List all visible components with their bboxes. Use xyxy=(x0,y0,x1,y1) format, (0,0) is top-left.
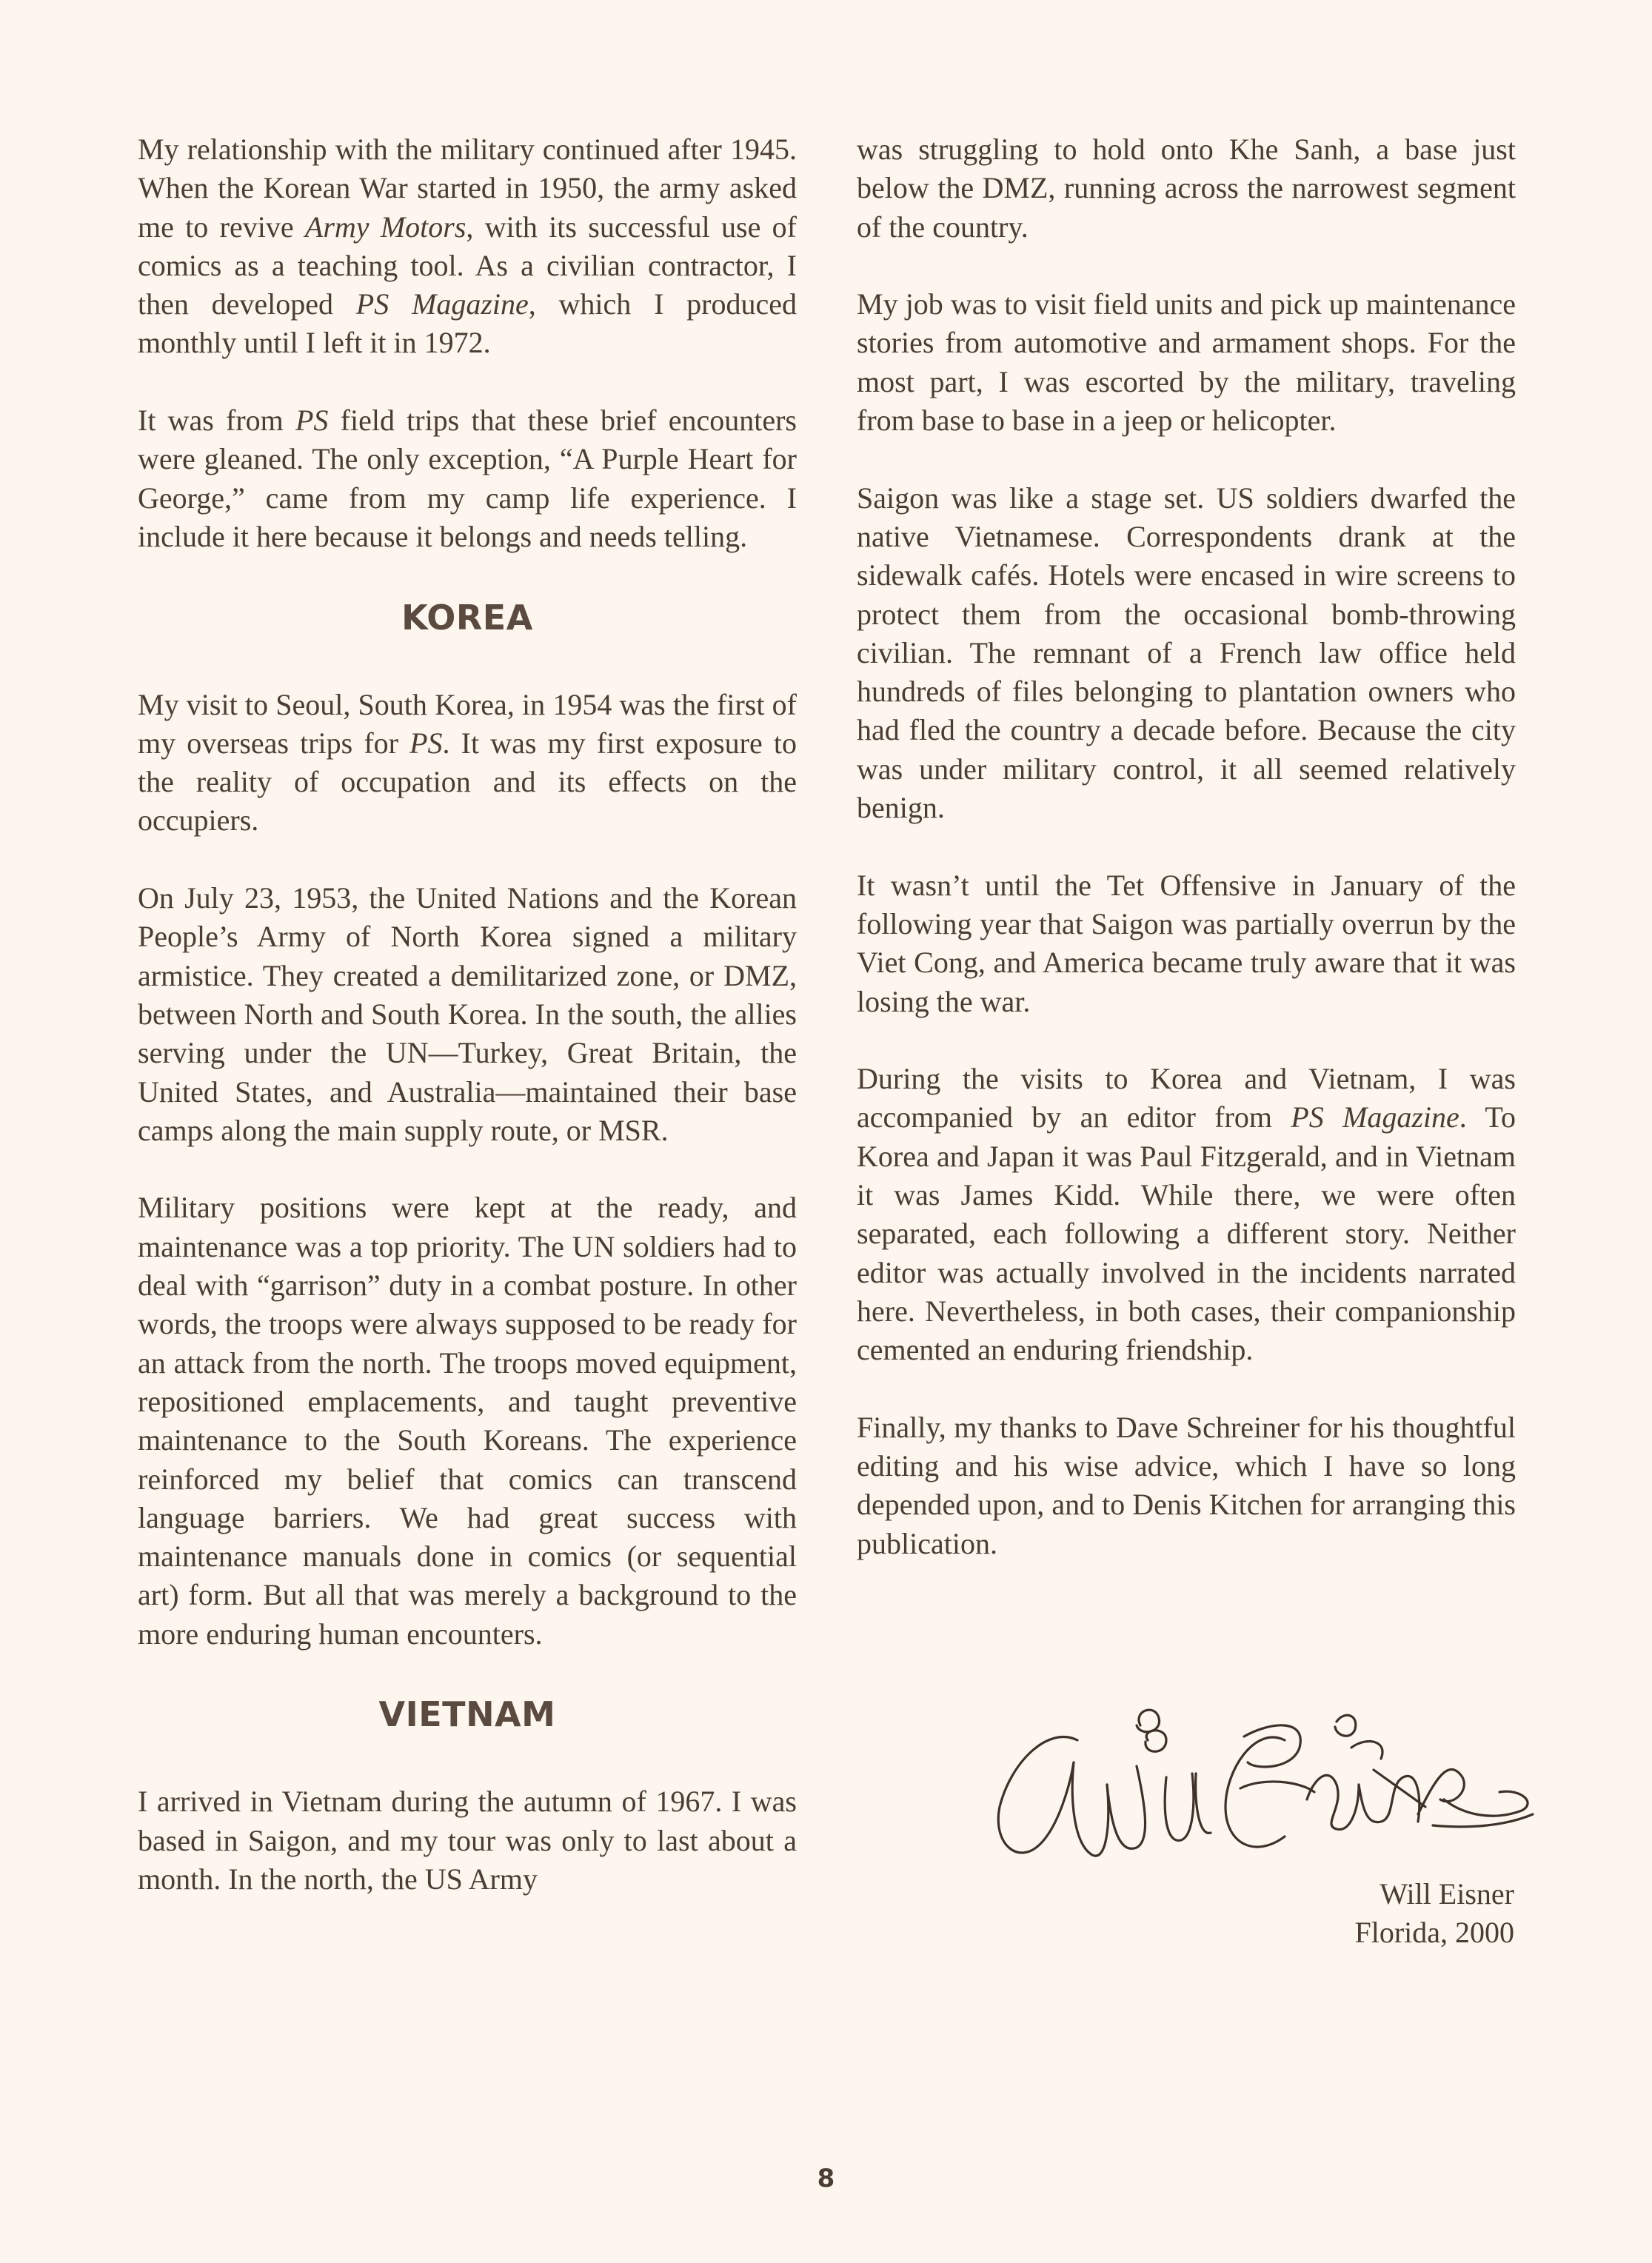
section-heading-korea: KOREA xyxy=(401,597,533,638)
paragraph: On July 23, 1953, the United Nations and the Korean People’s Army of North Korea signed a military armistice. They created a demilitarized zone, or DMZ, between North and South Korea. In the south, the allies serving under the UN—Turkey, Great Britain, the United States, and Australia—maintained their base camps along the main supply route, or MSR. xyxy=(138,881,797,1147)
paragraph: Finally, my thanks to Dave Schreiner for his thoughtful editing and his wise advice, which I have so long depended upon, and to Denis Kitchen for arranging this publication. xyxy=(857,1410,1516,1560)
signoff xyxy=(1354,1875,1514,1953)
paragraph: Saigon was like a stage set. US soldiers dwarfed the native Vietnamese. Correspondents drank at the sidewalk cafés. Hotels were encased in wire screens to protect them from the occasional bomb-throwing civilian. The remnant of a French law office held hundreds of files belonging to plantation owners who had fled the country a decade before. Because the city was under military control, it all seemed relatively benign. xyxy=(857,481,1516,825)
paragraph: My relationship with the military continued after 1945. When the Korean War started in 1950, the army asked me to revive Army Motors, with its successful use of comics as a teaching tool. As a civilian contractor, I then developed PS Magazine, which I produced monthly until I left it in 1972. xyxy=(138,133,797,360)
author-name: Will Eisner xyxy=(1380,1877,1514,1911)
section-heading-vietnam: VIETNAM xyxy=(378,1694,556,1735)
paragraph: was struggling to hold onto Khe Sanh, a base just below the DMZ, running across the narrowest segment of the country. xyxy=(857,133,1516,244)
place-date: Florida, 2000 xyxy=(1354,1916,1514,1950)
paragraph: During the visits to Korea and Vietnam, I was accompanied by an editor from PS Magazine. To Korea and Japan it was Paul Fitzgerald, and in Vietnam it was James Kidd. While there, we were often separated, each following a different story. Neither editor was actually involved in the incidents narrated here. Nevertheless, in both cases, their companionship cemented an enduring friendship. xyxy=(857,1062,1516,1367)
signature xyxy=(989,1696,1540,1873)
paragraph: It wasn’t until the Tet Offensive in January of the following year that Saigon was partially overrun by the Viet Cong, and America became truly aware that it was losing the war. xyxy=(857,868,1516,1018)
page-number: 8 xyxy=(817,2164,835,2193)
paragraph: My job was to visit field units and pick up maintenance stories from automotive and armament shops. For the most part, I was escorted by the military, traveling from base to base in a jeep or helicopter. xyxy=(857,287,1516,438)
left-column xyxy=(138,130,797,1937)
right-column xyxy=(857,130,1516,1602)
paragraph: My visit to Seoul, South Korea, in 1954 was the first of my overseas trips for PS. It was my first exposure to the reality of occupation and its effects on the occupiers. xyxy=(138,687,797,838)
paragraph: I arrived in Vietnam during the autumn of 1967. I was based in Saigon, and my tour was only to last about a month. In the north, the US Army xyxy=(138,1785,797,1896)
paragraph: Military positions were kept at the ready, and maintenance was a top priority. The UN soldiers had to deal with “garrison” duty in a combat posture. In other words, the troops were always supposed to be ready for an attack from the north. The troops moved equipment, repositioned emplacements, and taught preventive maintenance to the South Koreans. The experience reinforced my belief that comics can transcend language barriers. We had great success with maintenance manuals done in comics (or sequential art) form. But all that was merely a background to the more enduring human encounters. xyxy=(138,1191,797,1651)
paragraph: It was from PS field trips that these brief encounters were gleaned. The only exception, “A Purple Heart for George,” came from my camp life experience. I include it here because it belongs and needs telling. xyxy=(138,404,797,553)
